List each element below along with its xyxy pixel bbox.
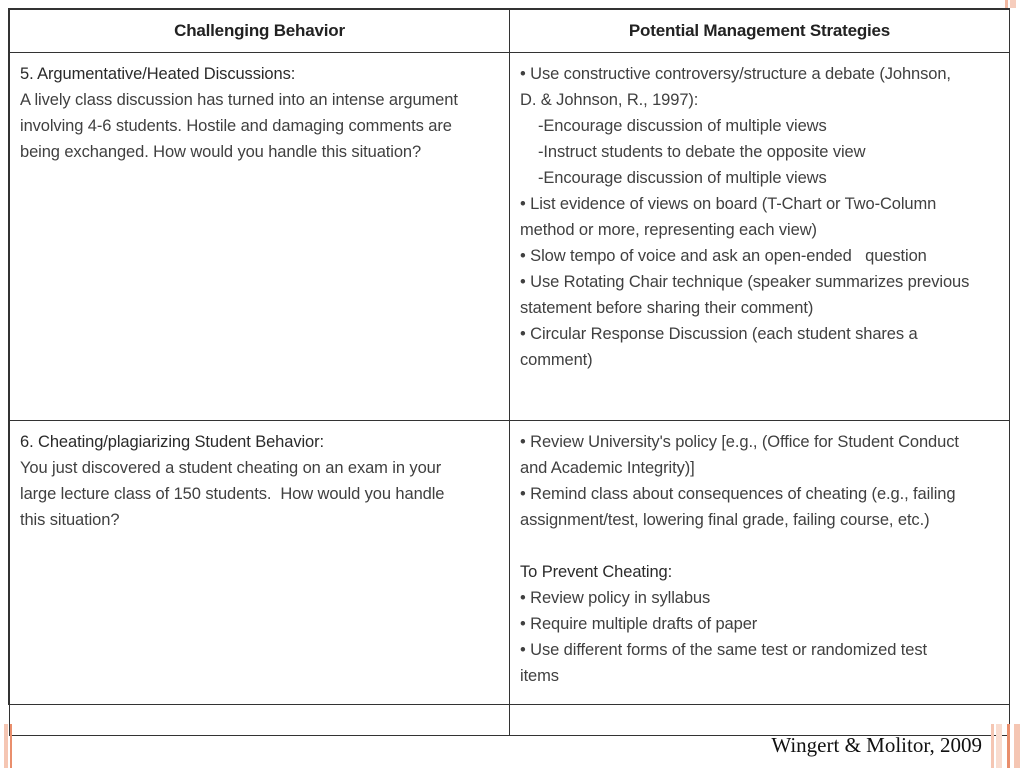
strategy-line: • Review University's policy [e.g., (Office for Student Conduct (520, 433, 959, 451)
behavior-text-line: large lecture class of 150 students. How would you handle (20, 485, 445, 503)
strategy-line: • List evidence of views on board (T-Chart or Two-Column (520, 195, 937, 213)
strategy-line: and Academic Integrity)] (520, 459, 695, 477)
table-row (10, 421, 1010, 736)
prevent-line: • Require multiple drafts of paper (520, 615, 758, 633)
behavior-text-line: A lively class discussion has turned into an intense argument (20, 91, 458, 109)
strategy-line: assignment/test, lowering final grade, failing course, etc.) (520, 511, 930, 529)
behavior-cell-argumentative (10, 53, 510, 421)
prevent-line: items (520, 667, 559, 685)
header-management-strategies: Potential Management Strategies (510, 10, 1010, 53)
behavior-title: 6. Cheating/plagiarizing Student Behavior: (20, 433, 324, 451)
strategy-cell-argumentative (510, 53, 1010, 421)
behavior-strategy-table (8, 8, 1010, 705)
strategy-line: D. & Johnson, R., 1997): (520, 91, 699, 109)
header-challenging-behavior: Challenging Behavior (10, 10, 510, 53)
strategy-line: • Use Rotating Chair technique (speaker summarizes previous (520, 273, 970, 291)
strategy-subline: -Instruct students to debate the opposite view (538, 143, 866, 161)
strategy-line: • Remind class about consequences of cheating (e.g., failing (520, 485, 956, 503)
strategy-line: comment) (520, 351, 593, 369)
strategy-subline: -Encourage discussion of multiple views (538, 117, 827, 135)
strategy-cell-cheating (510, 421, 1010, 736)
behavior-text-line: being exchanged. How would you handle this situation? (20, 143, 422, 161)
table-row (10, 53, 1010, 421)
table-header-row (10, 10, 1010, 53)
prevent-line: • Review policy in syllabus (520, 589, 711, 607)
behavior-cell-cheating (10, 421, 510, 736)
citation: Wingert & Molitor, 2009 (771, 733, 982, 757)
prevent-cheating-title: To Prevent Cheating: (520, 563, 673, 581)
prevent-line: • Use different forms of the same test or randomized test (520, 641, 927, 659)
behavior-text-line: You just discovered a student cheating on an exam in your (20, 459, 442, 477)
behavior-title: 5. Argumentative/Heated Discussions: (20, 65, 296, 83)
behavior-text-line: this situation? (20, 511, 120, 529)
strategy-subline: -Encourage discussion of multiple views (538, 169, 827, 187)
behavior-text-line: involving 4-6 students. Hostile and damaging comments are (20, 117, 452, 135)
strategy-line: • Circular Response Discussion (each student shares a (520, 325, 918, 343)
strategy-line: statement before sharing their comment) (520, 299, 814, 317)
strategy-line: • Use constructive controversy/structure a debate (Johnson, (520, 65, 951, 83)
strategy-line: • Slow tempo of voice and ask an open-ended question (520, 247, 927, 265)
spacer (520, 533, 999, 559)
strategy-line: method or more, representing each view) (520, 221, 817, 239)
